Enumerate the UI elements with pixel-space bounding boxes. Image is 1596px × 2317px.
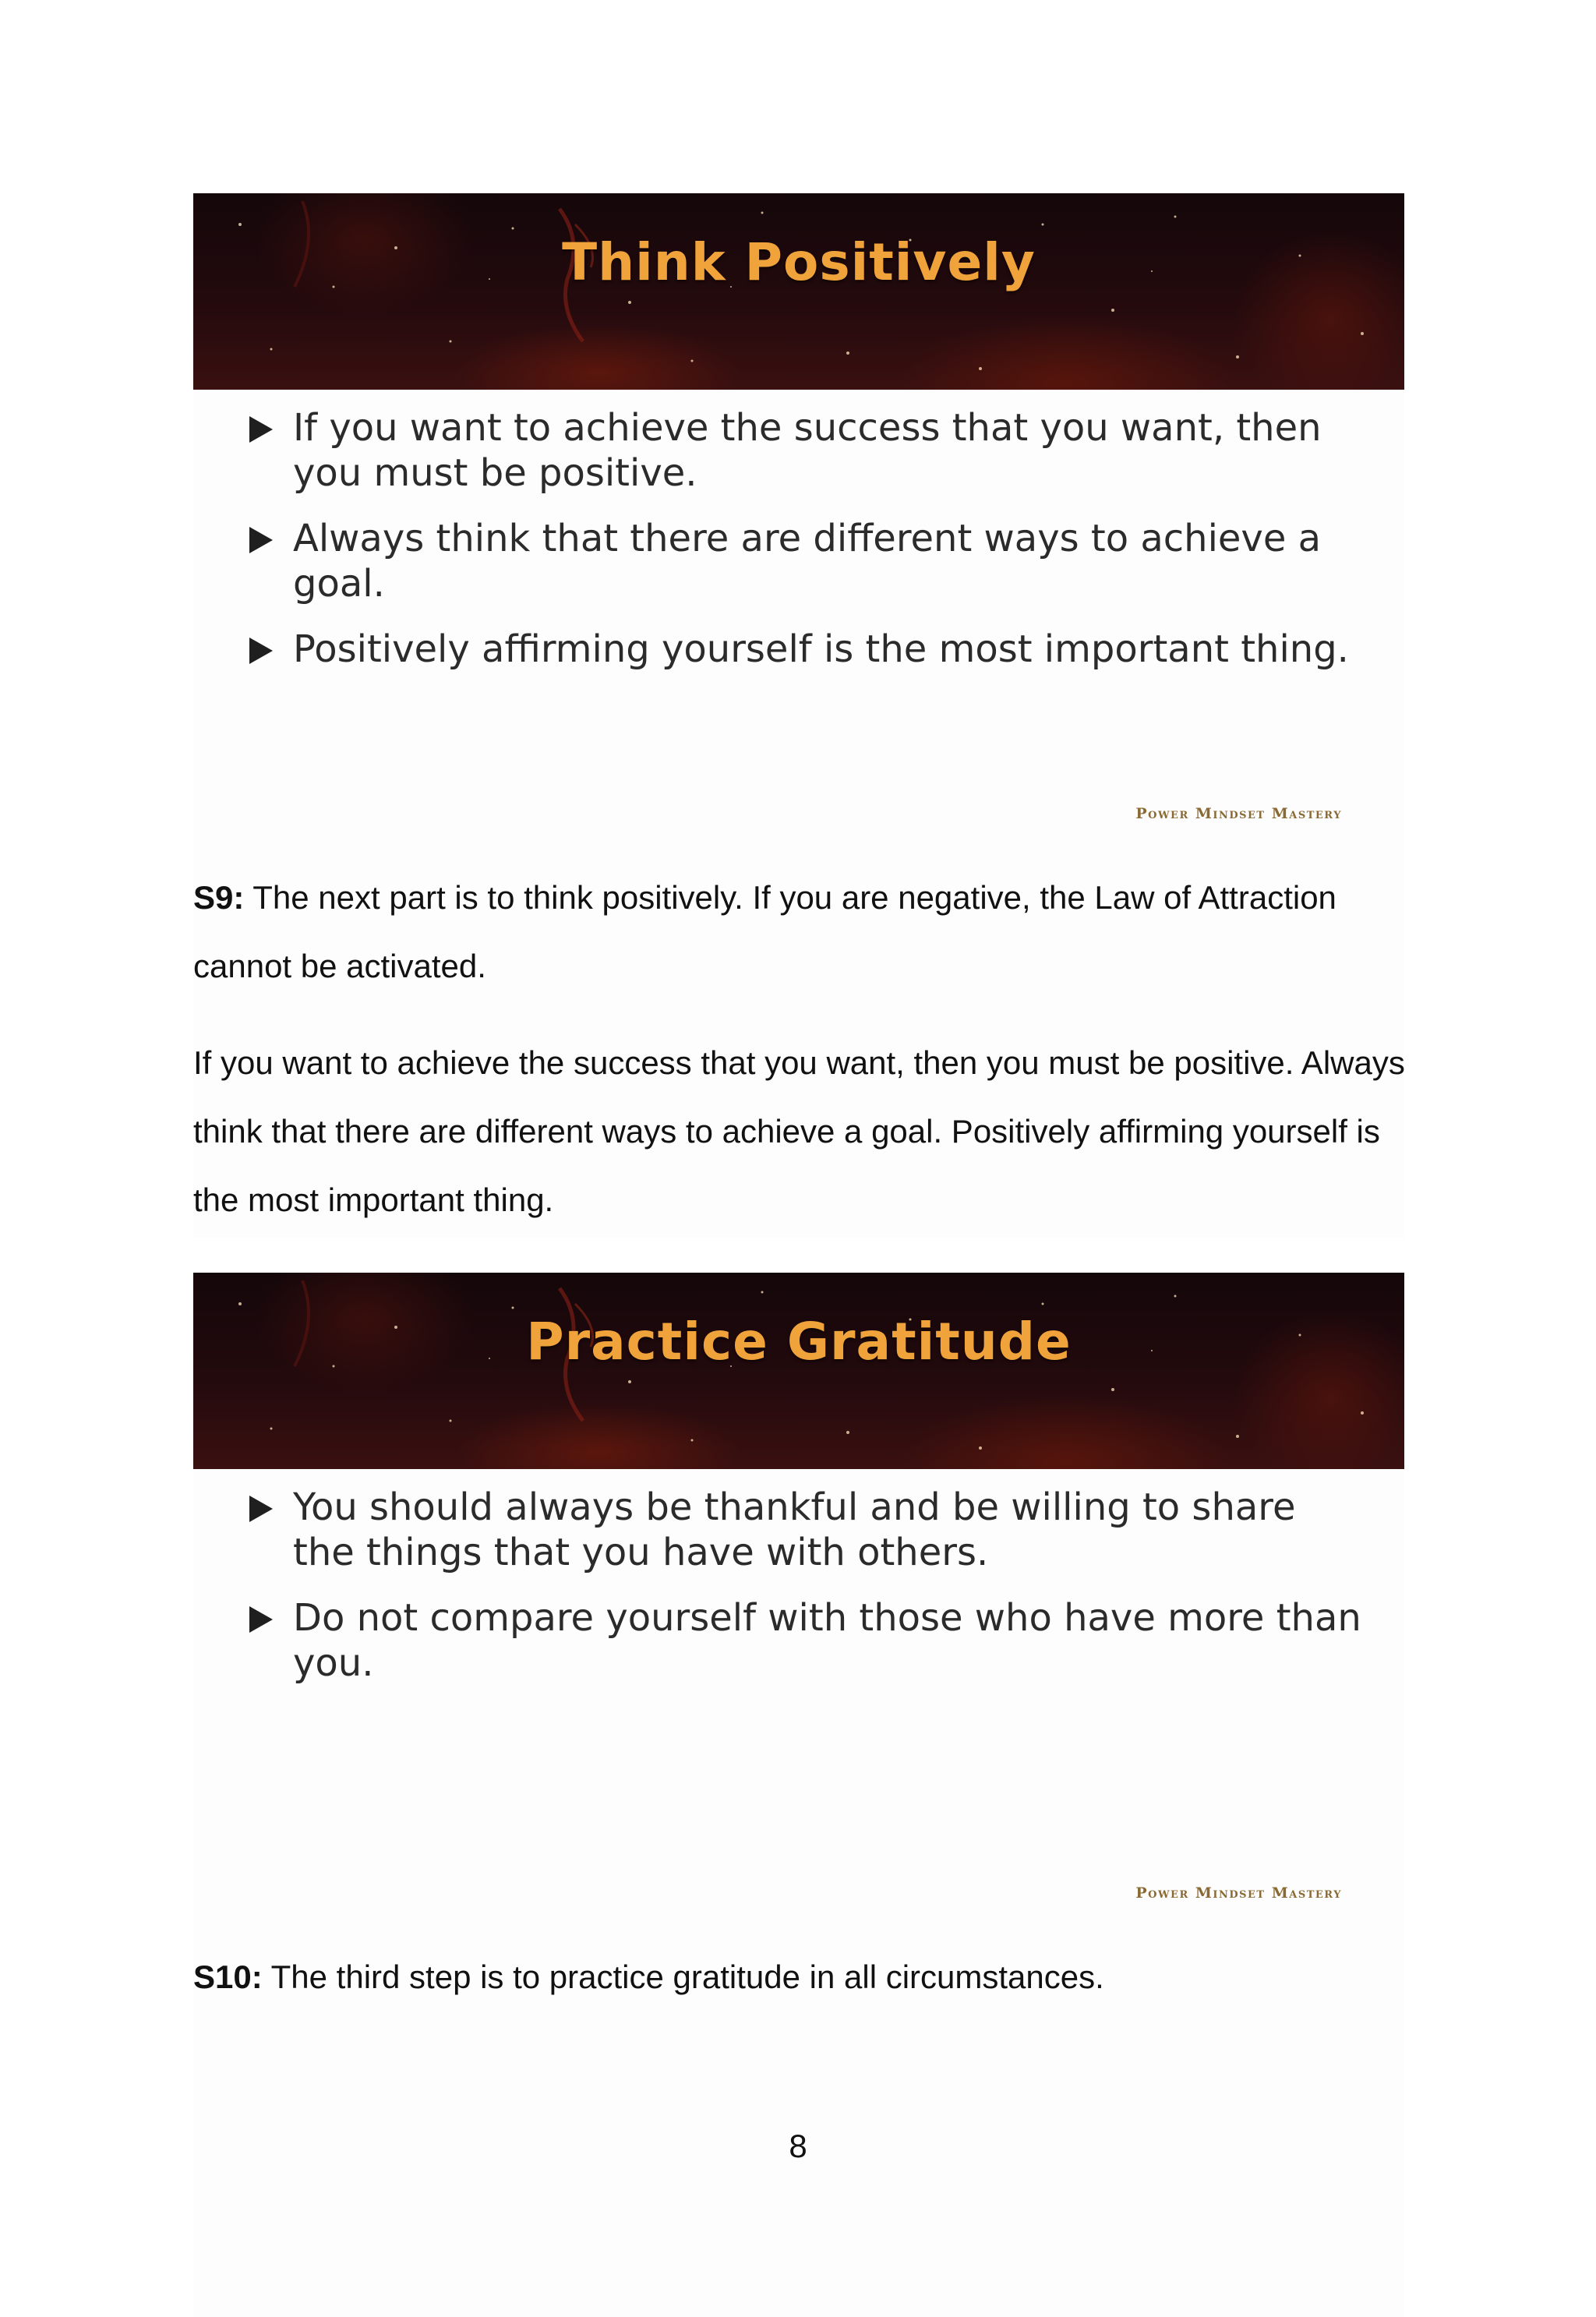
slide-title: Practice Gratitude: [526, 1312, 1072, 1372]
slide-bullet: [249, 1595, 1364, 1686]
triangle-bullet-icon: [249, 1496, 273, 1522]
slide-title: Think Positively: [562, 232, 1036, 292]
note-label: S10:: [193, 1959, 263, 1995]
slide-note-s9-followup: If you want to achieve the success that you want, then you must be positive. Always think that there are different ways to achieve a goal. Positively affirming yourself is the most important thing.: [193, 1044, 1405, 1218]
bullet-text: You should always be thankful and be willing to share the things that you have with others.: [293, 1485, 1296, 1574]
slide-note-s9: [193, 864, 1409, 1001]
bullet-text: Always think that there are different ways to achieve a goal.: [293, 517, 1322, 606]
bullet-text: Positively affirming yourself is the most important thing.: [293, 627, 1349, 671]
bullet-text: If you want to achieve the success that you want, then you must be positive.: [293, 406, 1322, 495]
triangle-bullet-icon: [249, 527, 273, 553]
slide-bullet: [249, 405, 1364, 496]
note-label: S9:: [193, 879, 245, 916]
triangle-bullet-icon: [249, 1606, 273, 1633]
slide-bullet: [249, 627, 1364, 672]
slide-footer-brand: Power Mindset Mastery: [1135, 1884, 1342, 1902]
triangle-bullet-icon: [249, 416, 273, 443]
slide-bullet: [249, 516, 1364, 606]
page-number: 8: [789, 2128, 807, 2164]
slide-note-s10: [193, 1943, 1409, 2011]
slide-footer-brand: Power Mindset Mastery: [1135, 805, 1342, 822]
slide-banner: [193, 193, 1404, 390]
slide-bullet-list: [249, 1485, 1364, 1706]
note-text: The next part is to think positively. If you are negative, the Law of Attraction cannot be activated.: [193, 879, 1336, 984]
note-text: The third step is to practice gratitude in all circumstances.: [262, 1959, 1104, 1995]
bullet-text: Do not compare yourself with those who have more than you.: [293, 1596, 1361, 1685]
slide-banner: [193, 1273, 1404, 1469]
slide-bullet-list: [249, 405, 1364, 692]
slide-bullet: [249, 1485, 1364, 1575]
triangle-bullet-icon: [249, 638, 273, 664]
